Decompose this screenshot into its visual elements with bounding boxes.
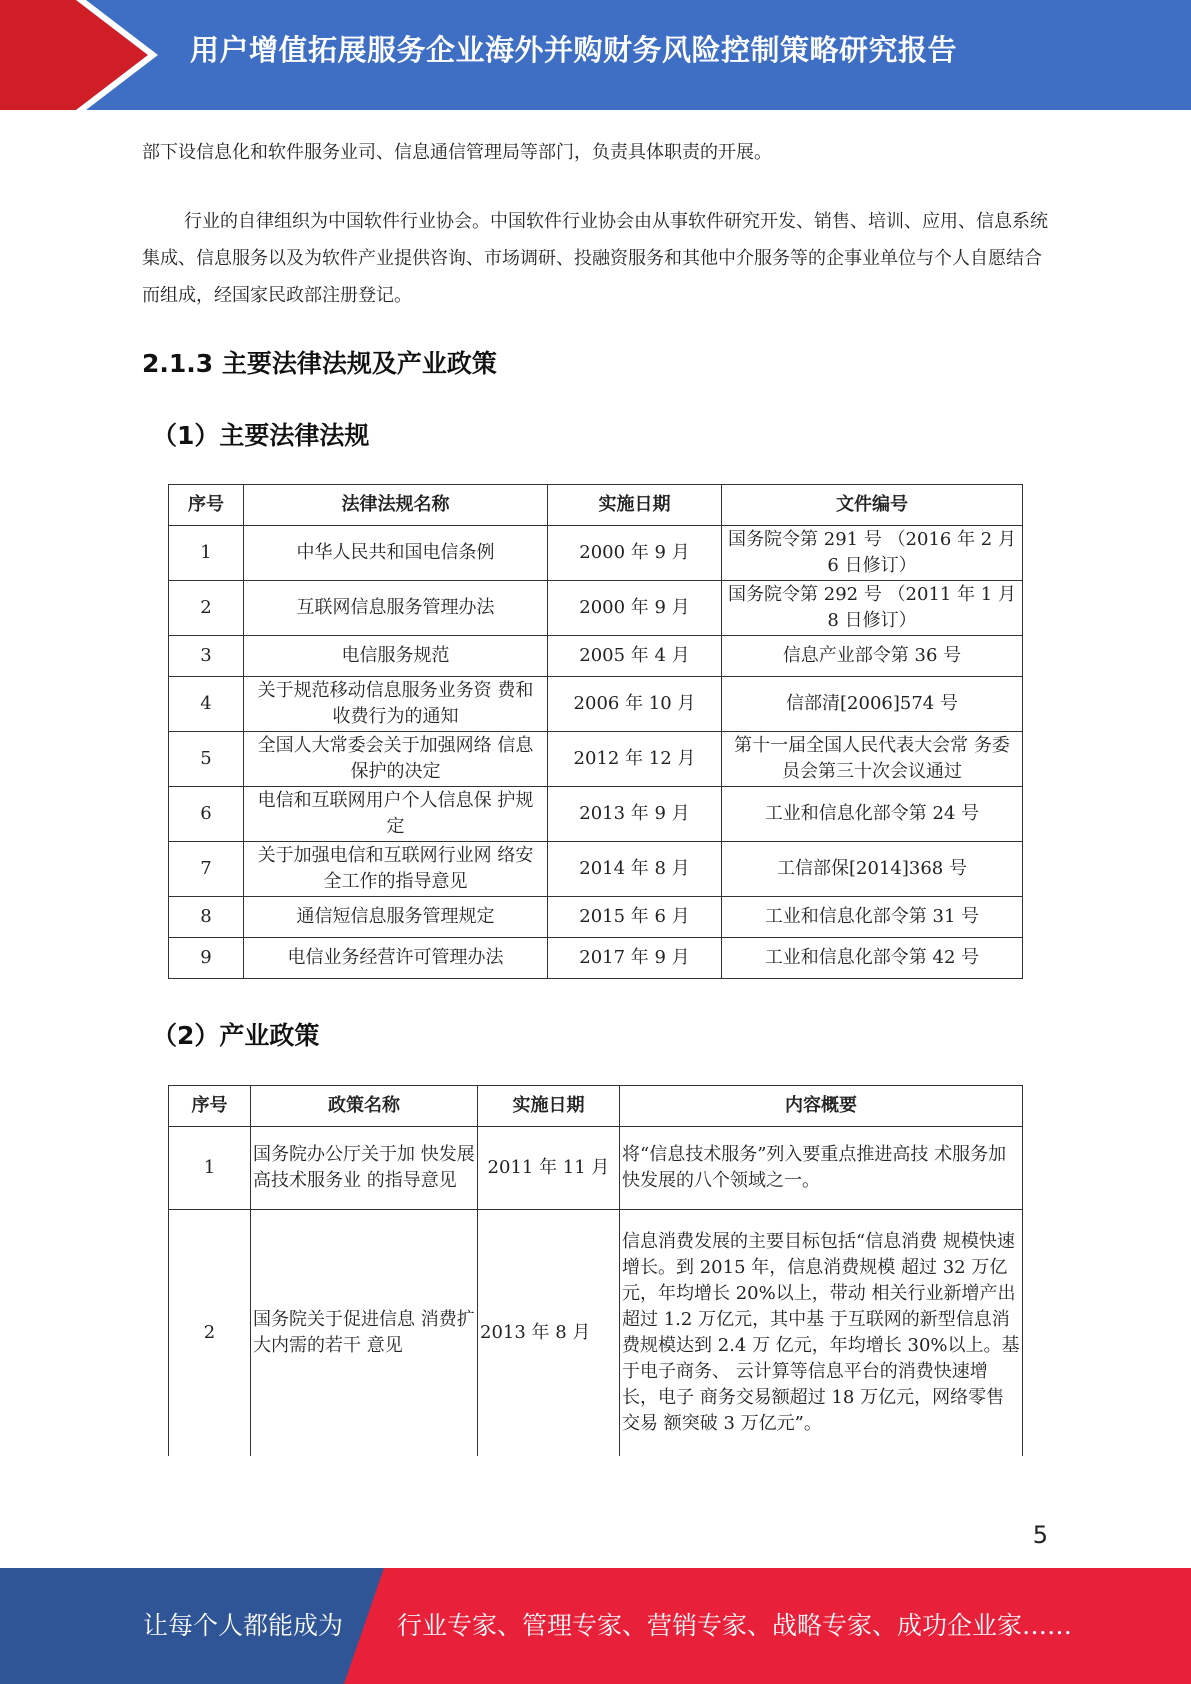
column-header: 实施日期 [478,1086,620,1127]
cell-doc-number: 工业和信息化部令第 42 号 [722,938,1023,979]
cell-policy-name: 国务院办公厅关于加 快发展高技术服务业 的指导意见 [251,1127,478,1210]
policy-table [168,1085,1023,1456]
cell-index: 1 [169,526,244,581]
table-header-row [169,1086,1023,1127]
cell-date: 2011 年 11 月 [478,1127,620,1210]
cell-index: 6 [169,787,244,842]
cell-doc-number: 信部清[2006]574 号 [722,677,1023,732]
section-heading: 2.1.3 主要法律法规及产业政策 [142,349,497,378]
cell-date: 2000 年 9 月 [548,526,722,581]
table-row [169,732,1023,787]
footer-slogan-left: 让每个人都能成为 [143,1611,344,1640]
column-header: 法律法规名称 [244,485,548,526]
table-row [169,581,1023,636]
column-header: 序号 [169,485,244,526]
header-red-chevron [0,0,160,110]
page-number: 5 [1032,1521,1048,1549]
cell-name: 关于加强电信和互联网行业网 络安全工作的指导意见 [244,842,548,897]
cell-index: 2 [169,1210,251,1457]
cell-doc-number: 信息产业部令第 36 号 [722,636,1023,677]
table-row [169,1127,1023,1210]
table-row [169,938,1023,979]
column-header: 政策名称 [251,1086,478,1127]
cell-name: 关于规范移动信息服务业务资 费和收费行为的通知 [244,677,548,732]
cell-index: 7 [169,842,244,897]
cell-name: 通信短信息服务管理规定 [244,897,548,938]
cell-index: 3 [169,636,244,677]
table-row [169,897,1023,938]
table-row [169,787,1023,842]
cell-name: 互联网信息服务管理办法 [244,581,548,636]
cell-date: 2013 年 8 月 [478,1210,620,1457]
cell-doc-number: 工信部保[2014]368 号 [722,842,1023,897]
cell-date: 2017 年 9 月 [548,938,722,979]
cell-date: 2005 年 4 月 [548,636,722,677]
cell-summary: 将“信息技术服务”列入要重点推进高技 术服务加快发展的八个领域之一。 [620,1127,1023,1210]
cell-index: 5 [169,732,244,787]
cell-date: 2000 年 9 月 [548,581,722,636]
column-header: 序号 [169,1086,251,1127]
laws-table [168,484,1023,979]
footer-slogan-right: 行业专家、管理专家、营销专家、战略专家、成功企业家…… [397,1611,1073,1640]
cell-index: 4 [169,677,244,732]
table-row [169,842,1023,897]
cell-date: 2014 年 8 月 [548,842,722,897]
page-header [0,0,1191,110]
cell-doc-number: 国务院令第 291 号 （2016 年 2 月 6 日修订） [722,526,1023,581]
paragraph-2: 行业的自律组织为中国软件行业协会。中国软件行业协会由从事软件研究开发、销售、培训、应用、信息系统集成、信息服务以及为软件产业提供咨询、市场调研、投融资服务和其他中介服务等的企事业单位与个人自愿结合而组成，经国家民政部注册登记。 [142,211,1048,306]
column-header: 内容概要 [620,1086,1023,1127]
table-row [169,636,1023,677]
cell-date: 2015 年 6 月 [548,897,722,938]
paragraph-1: 部下设信息化和软件服务业司、信息通信管理局等部门，负责具体职责的开展。 [142,142,772,163]
table-row [169,1210,1023,1457]
cell-policy-name: 国务院关于促进信息 消费扩大内需的若干 意见 [251,1210,478,1457]
cell-name: 全国人大常委会关于加强网络 信息保护的决定 [244,732,548,787]
cell-index: 2 [169,581,244,636]
sub-heading-policies: （2）产业政策 [152,1021,320,1050]
header-title: 用户增值拓展服务企业海外并购财务风险控制策略研究报告 [190,33,958,67]
cell-date: 2013 年 9 月 [548,787,722,842]
cell-name: 中华人民共和国电信条例 [244,526,548,581]
table-row [169,526,1023,581]
column-header: 实施日期 [548,485,722,526]
cell-doc-number: 工业和信息化部令第 24 号 [722,787,1023,842]
cell-doc-number: 第十一届全国人民代表大会常 务委员会第三十次会议通过 [722,732,1023,787]
page-footer [0,1568,1191,1684]
cell-date: 2006 年 10 月 [548,677,722,732]
sub-heading-laws: （1）主要法律法规 [152,421,370,450]
cell-index: 1 [169,1127,251,1210]
cell-index: 9 [169,938,244,979]
table-header-row [169,485,1023,526]
cell-name: 电信业务经营许可管理办法 [244,938,548,979]
cell-name: 电信和互联网用户个人信息保 护规定 [244,787,548,842]
cell-doc-number: 国务院令第 292 号 （2011 年 1 月 8 日修订） [722,581,1023,636]
column-header: 文件编号 [722,485,1023,526]
table-row [169,677,1023,732]
cell-index: 8 [169,897,244,938]
cell-doc-number: 工业和信息化部令第 31 号 [722,897,1023,938]
cell-summary: 信息消费发展的主要目标包括“信息消费 规模快速增长。到 2015 年，信息消费规模 超过 32 万亿元，年均增长 20%以上，带动 相关行业新增产出超过 1.2 万亿元，其中基 于互联网的新型信息消费规模达到 2.4 万 亿元，年均增长 30%以上。基于电子商务、 云计算等信息平台的消费快速增长，电子 商务交易额超过 18 万亿元，网络零售交易 额突破 3 万亿元”。 [620,1210,1023,1457]
cell-name: 电信服务规范 [244,636,548,677]
cell-date: 2012 年 12 月 [548,732,722,787]
